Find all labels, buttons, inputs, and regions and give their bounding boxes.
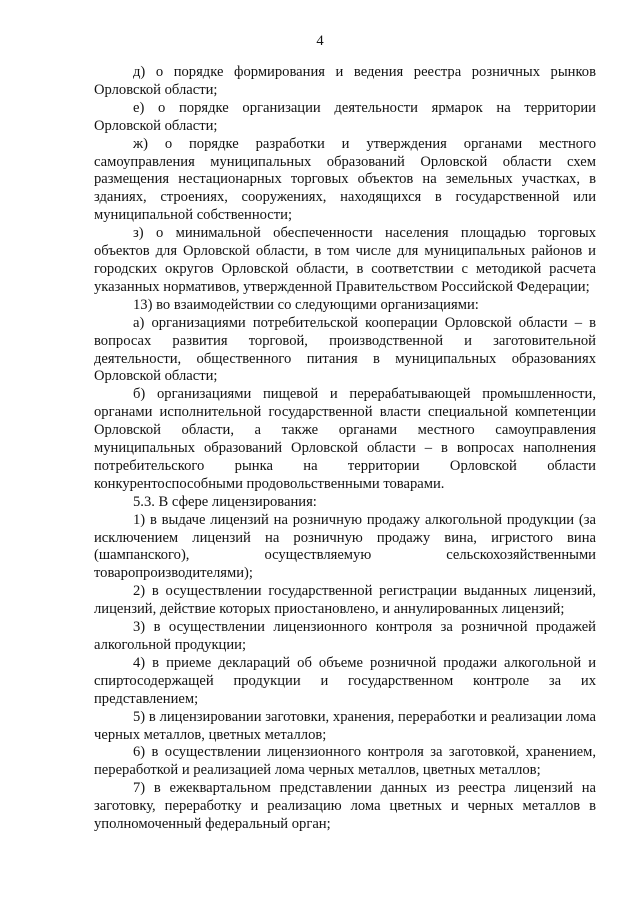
paragraph-d-retail-markets-registry: д) о порядке формирования и ведения реестра розничных рынков Орловской области; xyxy=(94,64,596,98)
paragraph-zh-non-stationary-objects: ж) о порядке разработки и утверждения органами местного самоуправления муниципальных образований Орловской области схем размещения нестационарных торговых объектов на земельных участках, в зданиях, строениях, сооружениях, находящихся в государственной или муниципальной собственности; xyxy=(94,135,596,224)
paragraph-z-minimum-provision: з) о минимальной обеспеченности населения площадью торговых объектов для Орловской области, в том числе для муниципальных районов и городских округов Орловской области, в соответствии с методикой расчета указанных нормативов, утвержденной Правительством Российской Федерации; xyxy=(94,225,596,295)
paragraph-7-quarterly-reporting: 7) в ежеквартальном представлении данных из реестра лицензий на заготовку, переработку и реализацию лома цветных и черных металлов в уполномоченный федеральный орган; xyxy=(94,780,596,833)
paragraph-a-consumer-cooperation: а) организациями потребительской кооперации Орловской области – в вопросах развития торговой, производственной и заготовительной деятельности, общественного питания в муниципальных образованиях Орловской области; xyxy=(94,314,596,385)
document-body xyxy=(94,64,596,834)
paragraph-13-cooperation: 13) во взаимодействии со следующими организациями: xyxy=(133,296,479,313)
paragraph-4-declarations: 4) в приеме деклараций об объеме розничной продажи алкогольной и спиртосодержащей продукции и государственном контроле за их представлением; xyxy=(94,654,596,707)
page-number: 4 xyxy=(316,33,324,49)
paragraph-1-alcohol-licenses: 1) в выдаче лицензий на розничную продажу алкогольной продукции (за исключением лицензий на розничную продажу вина, игристого вина (шампанского), осуществляемую сельскохозяйственными товаропроизводителями); xyxy=(94,511,596,582)
paragraph-5-scrap-metal-licensing: 5) в лицензировании заготовки, хранения, переработки и реализации лома черных металлов, цветных металлов; xyxy=(94,708,596,743)
paragraph-e-fairs-organization: е) о порядке организации деятельности ярмарок на территории Орловской области; xyxy=(94,99,596,134)
paragraph-6-scrap-metal-control: 6) в осуществлении лицензионного контроля за заготовкой, хранением, переработкой и реализацией лома черных металлов, цветных металлов; xyxy=(94,744,596,779)
paragraph-2-license-registration: 2) в осуществлении государственной регистрации выданных лицензий, лицензий, действие которых приостановлено, и аннулированных лицензий; xyxy=(94,583,596,618)
paragraph-b-food-industry: б) организациями пищевой и перерабатывающей промышленности, органами исполнительной государственной власти специальной компетенции Орловской области, а также органами местного самоуправления муниципальных образований Орловской области – в вопросах наполнения потребительского рынка на территории Орловской области конкурентоспособными продовольственными товарами. xyxy=(94,386,596,492)
section-5-3-heading: 5.3. В сфере лицензирования: xyxy=(133,493,317,510)
paragraph-3-license-control: 3) в осуществлении лицензионного контроля за розничной продажей алкогольной продукции; xyxy=(94,619,596,653)
